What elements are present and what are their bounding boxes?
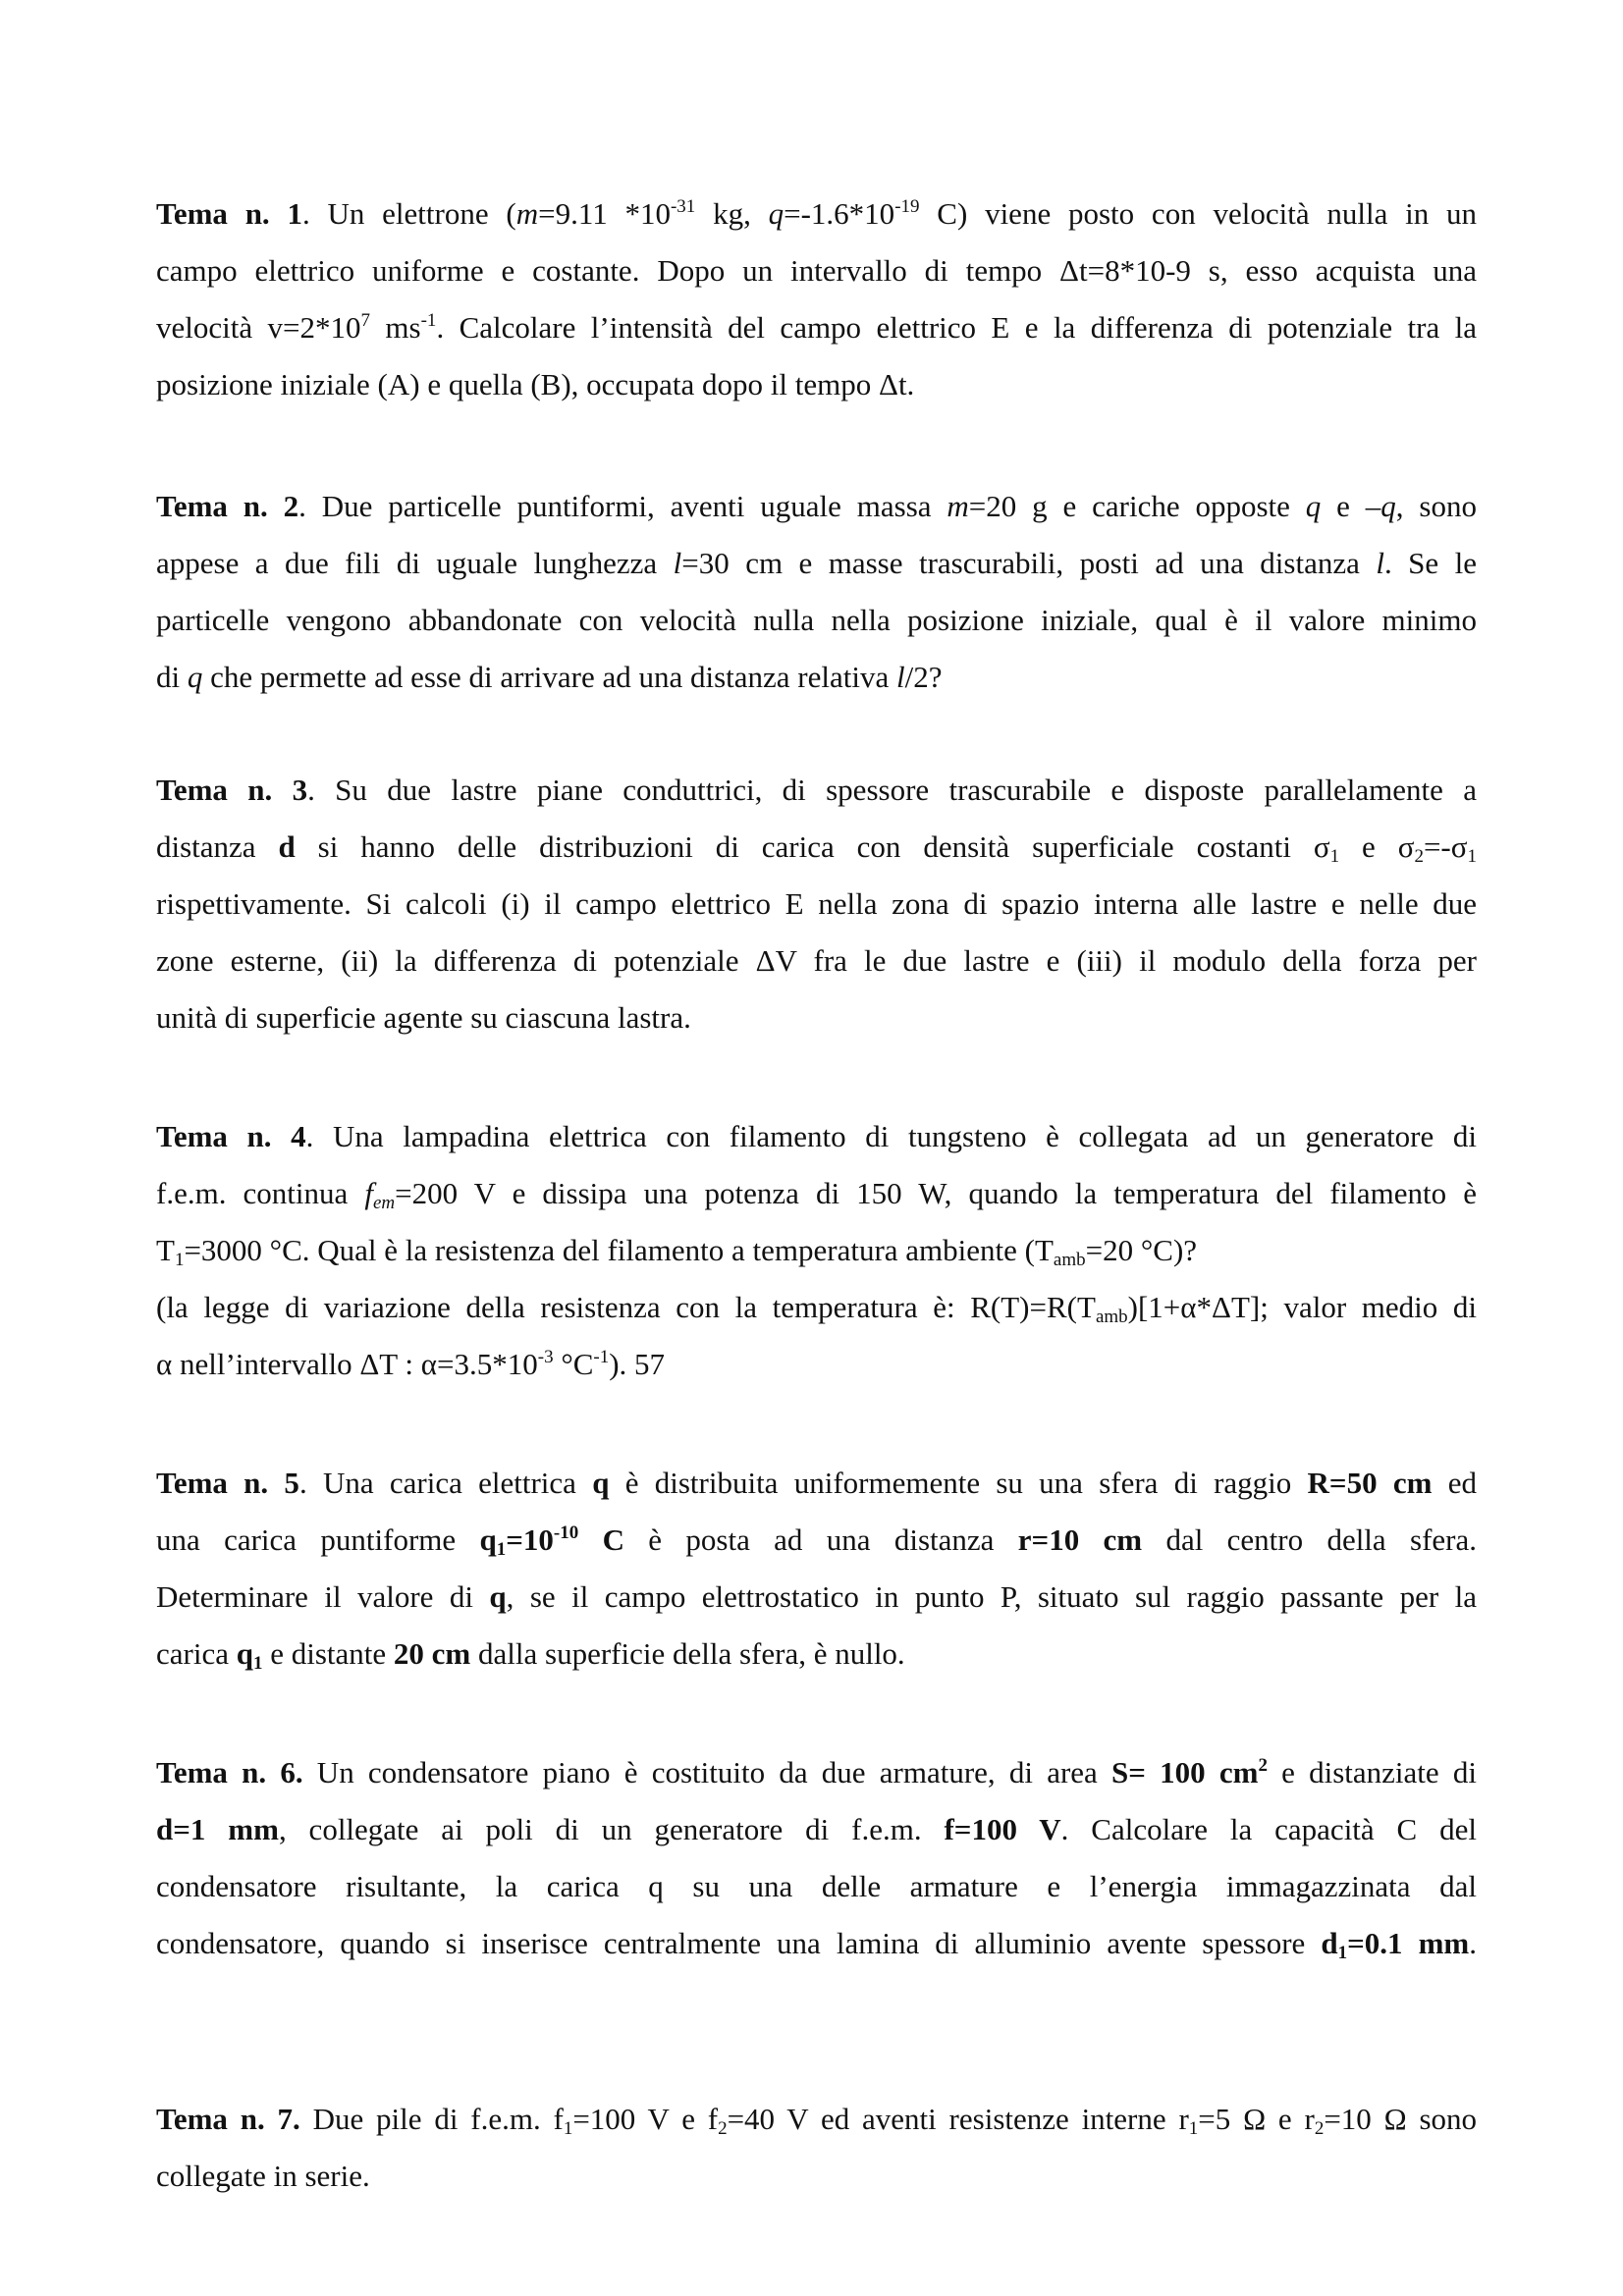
problem-1-line-1: Tema n. 1. Un elettrone (m=9.11 $*10^{-31}$ kg, $q=-1.6*10^{-19}$ C) viene posto con velocità nulla in un [156,196,1478,231]
problem-2-line-2: appese a due fili di uguale lunghezza l=30 cm e masse trascurabili, posti ad una distanza l. Se le [156,546,1477,580]
problem-1 [156,186,1477,413]
problem-1-line-4: posizione iniziale (A) e quella (B), occupata dopo il tempo Δt. [156,367,915,401]
problem-6-line-4: condensatore, quando si inserisce centralmente una lamina di alluminio avente spessore $d_1=0.1$ mm. [156,1926,1477,1963]
problem-7-label: Tema n. 7. [156,2102,300,2136]
problem-5-line-1: Tema n. 5. Una carica elettrica q è distribuita uniformemente su una sfera di raggio R=50 cm ed [156,1466,1477,1500]
problem-2-label: Tema n. 2 [156,489,299,523]
problem-3 [156,762,1477,1046]
problem-6 [156,1744,1477,1972]
problem-2-line-3: particelle vengono abbandonate con velocità nulla nella posizione iniziale, qual è il valore minimo [156,603,1477,637]
problem-7-line-1: Tema n. 7. Due pile di f.e.m. $f_1=100$ V e $f_2=40$ V ed aventi resistenze interne $r_1=5$ Ω e $r_2=10$ Ω sono [156,2102,1478,2139]
problem-7-line-2: collegate in serie. [156,2159,370,2193]
problem-2 [156,478,1477,706]
problem-6-label: Tema n. 6. [156,1755,303,1789]
problem-3-line-5: unità di superficie agente su ciascuna lastra. [156,1000,691,1035]
problem-4-line-2: f.e.m. continua $f_{em}=200$ V e dissipa una potenza di 150 W, quando la temperatura del filamento è [156,1176,1477,1213]
problem-1-label: Tema n. 1 [156,196,302,231]
problem-5 [156,1455,1477,1682]
problem-5-label: Tema n. 5 [156,1466,299,1500]
problem-4-line-3: $T_1=3000$ °C. Qual è la resistenza del filamento a temperatura ambiente ($T_{amb}=20$ °C)? [156,1233,1198,1270]
problem-3-line-1: Tema n. 3. Su due lastre piane conduttrici, di spessore trascurabile e disposte parallelamente a [156,773,1478,807]
problem-4 [156,1108,1477,1393]
problem-3-line-3: rispettivamente. Si calcoli (i) il campo elettrico E nella zona di spazio interna alle lastre e nelle due [156,886,1477,921]
problem-3-line-2: distanza d si hanno delle distribuzioni di carica con densità superficiale costanti $\sigma_1$ e $\sigma_2=-\sigma_1$ [156,829,1477,867]
problem-1-line-3: velocità $v=2*10^7$ $ms^{-1}$. Calcolare l’intensità del campo elettrico E e la differenza di potenziale tra la [156,310,1477,345]
problem-6-line-2: d=1 mm, collegate ai poli di un generatore di f.e.m. f=100 V. Calcolare la capacità C del [156,1812,1477,1846]
problem-6-line-1: Tema n. 6. Un condensatore piano è costituito da due armature, di area S= 100 $cm^2$ e distanziate di [156,1755,1478,1789]
problem-3-line-4: zone esterne, (ii) la differenza di potenziale ΔV fra le due lastre e (iii) il modulo della forza per [156,943,1477,978]
problem-4-label: Tema n. 4 [156,1119,306,1153]
problem-3-label: Tema n. 3 [156,773,308,807]
problem-4-line-1: Tema n. 4. Una lampadina elettrica con filamento di tungsteno è collegata ad un generatore di [156,1119,1477,1153]
problem-5-line-4: carica $q_1$ e distante 20 cm dalla superficie della sfera, è nullo. [156,1636,905,1674]
problem-2-line-1: Tema n. 2. Due particelle puntiformi, aventi uguale massa m=20 g e cariche opposte q e –q, sono [156,489,1477,523]
problem-2-line-4: di q che permette ad esse di arrivare ad una distanza relativa l/2? [156,660,943,694]
problem-1-line-2: campo elettrico uniforme e costante. Dopo un intervallo di tempo Δt=8*10-9 s, esso acquista una [156,253,1477,288]
problem-7 [156,2091,1477,2205]
problem-4-line-5: α nell’intervallo ΔT : $\alpha=3.5*10^{-3}$ $^\circ C^{-1}$). 57 [156,1347,666,1381]
problem-6-line-3: condensatore risultante, la carica q su una delle armature e l’energia immagazzinata dal [156,1869,1477,1903]
problem-5-line-3: Determinare il valore di q, se il campo elettrostatico in punto P, situato sul raggio passante per la [156,1579,1477,1614]
problem-4-line-4: (la legge di variazione della resistenza con la temperatura è: $R(T)=R(T_{amb})[1+\alpha*\Delta T]$; valor medio di [156,1290,1477,1327]
problem-5-line-2: una carica puntiforme $q_1=10^{-10}$ C è posta ad una distanza r=10 cm dal centro della sfera. [156,1522,1477,1560]
